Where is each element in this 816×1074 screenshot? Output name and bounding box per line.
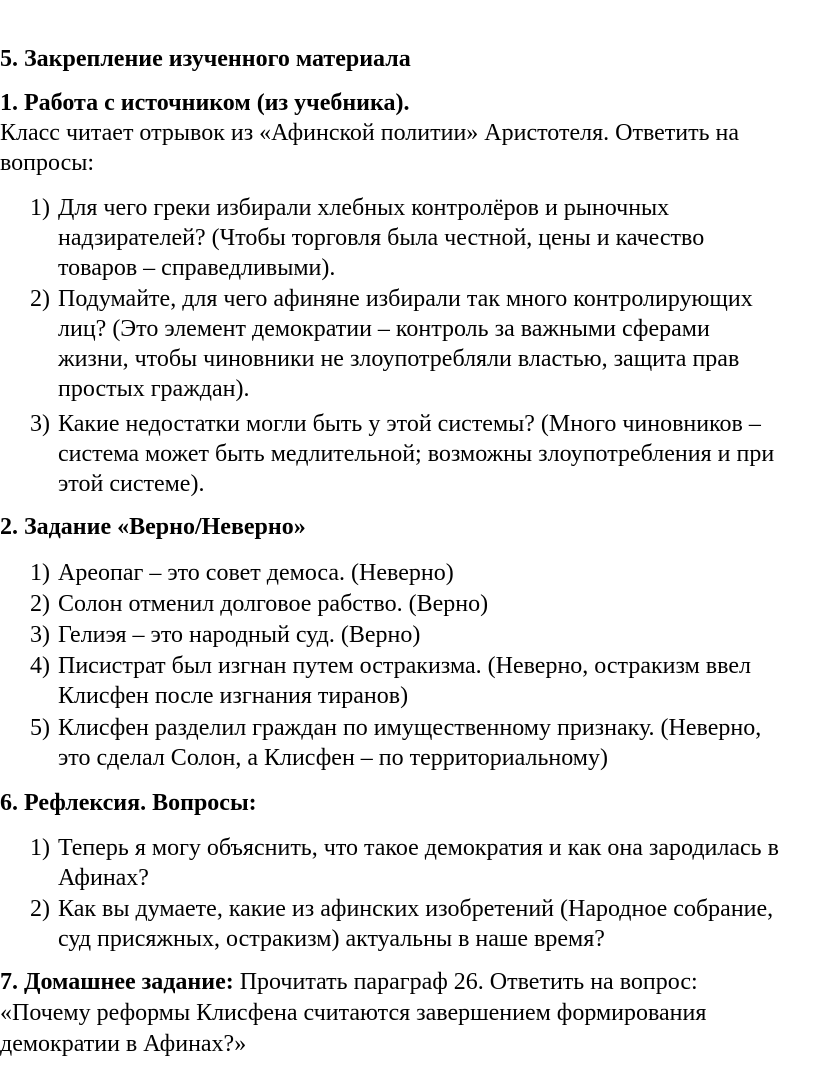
list-item-number: 3) — [30, 411, 50, 437]
section-7-line-1 — [0, 967, 698, 997]
list-item-line: этой системе). — [58, 471, 205, 497]
list-item-line: Для чего греки избирали хлебных контролёров и рыночных — [58, 195, 670, 221]
list-item-line: Гелиэя – это народный суд. (Верно) — [58, 622, 421, 648]
list-item-number: 1) — [30, 835, 50, 861]
list-item-line: товаров – справедливыми). — [58, 255, 336, 281]
section-7-label: 7. Домашнее задание: — [0, 969, 234, 995]
list-item-line: Клисфен после изгнания тиранов) — [58, 683, 409, 709]
list-item-line: Афинах? — [58, 865, 149, 891]
list-item-line: Клисфен разделил граждан по имущественному признаку. (Неверно, — [58, 715, 762, 741]
part-1-intro-line-1: Класс читает отрывок из «Афинской политии» Аристотеля. Ответить на — [0, 120, 740, 146]
list-item-line: Подумайте, для чего афиняне избирали так много контролирующих — [58, 286, 753, 312]
list-item-line: жизни, чтобы чиновники не злоупотребляли властью, защита прав — [58, 346, 740, 372]
part-2-title: 2. Задание «Верно/Неверно» — [0, 514, 306, 540]
list-item-number: 5) — [30, 715, 50, 741]
list-item-line: надзирателей? (Чтобы торговля была честной, цены и качество — [58, 225, 705, 251]
list-item-line: это сделал Солон, а Клисфен – по территориальному) — [58, 745, 608, 771]
list-item-line: Какие недостатки могли быть у этой системы? (Много чиновников – — [58, 411, 761, 437]
list-item-line: Ареопаг – это совет демоса. (Неверно) — [58, 560, 454, 586]
part-1-title: 1. Работа с источником (из учебника). — [0, 90, 410, 116]
section-6-title: 6. Рефлексия. Вопросы: — [0, 790, 257, 816]
section-7-line-2: «Почему реформы Клисфена считаются завершением формирования — [0, 1000, 707, 1026]
list-item-line: лиц? (Это элемент демократии – контроль за важными сферами — [58, 316, 710, 342]
list-item-line: Писистрат был изгнан путем остракизма. (Неверно, остракизм ввел — [58, 653, 751, 679]
part-1-intro-line-2: вопросы: — [0, 150, 95, 176]
list-item-number: 2) — [30, 286, 50, 312]
list-item-line: Как вы думаете, какие из афинских изобретений (Народное собрание, — [58, 896, 774, 922]
list-item-number: 2) — [30, 591, 50, 617]
list-item-line: суд присяжных, остракизм) актуальны в наше время? — [58, 926, 605, 952]
list-item-number: 4) — [30, 653, 50, 679]
list-item-line: Солон отменил долговое рабство. (Верно) — [58, 591, 489, 617]
list-item-number: 3) — [30, 622, 50, 648]
section-7-text: Прочитать параграф 26. Ответить на вопрос: — [233, 969, 698, 995]
section-7-line-3: демократии в Афинах?» — [0, 1031, 247, 1057]
section-5-title: 5. Закрепление изученного материала — [0, 46, 411, 72]
list-item-number: 1) — [30, 195, 50, 221]
list-item-line: простых граждан). — [58, 376, 250, 402]
list-item-number: 2) — [30, 896, 50, 922]
list-item-number: 1) — [30, 560, 50, 586]
list-item-line: система может быть медлительной; возможны злоупотребления и при — [58, 441, 775, 467]
list-item-line: Теперь я могу объяснить, что такое демократия и как она зародилась в — [58, 835, 779, 861]
